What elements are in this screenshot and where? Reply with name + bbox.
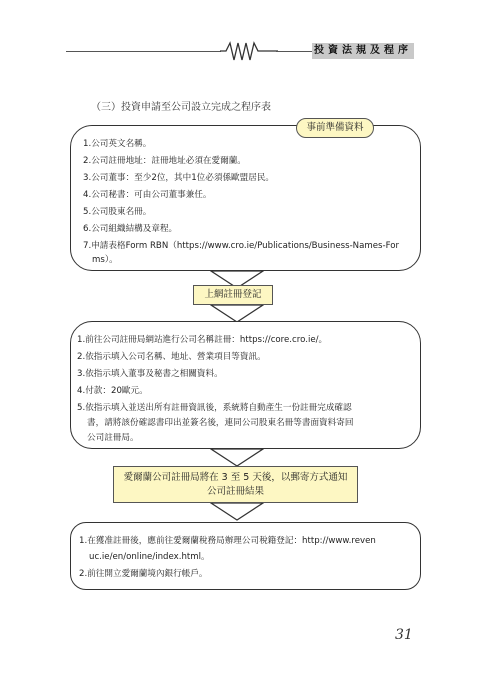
list-item: 3.依指示填入董事及秘書之相關資料。 [77, 369, 223, 379]
list-item: 1.公司英文名稱。 [83, 139, 152, 149]
step1-label: 事前準備資料 [296, 118, 374, 138]
list-item: 4.付款：20歐元。 [77, 386, 148, 396]
list-item: 2.依指示填入公司名稱、地址、營業項目等資訊。 [77, 352, 266, 362]
list-item: ms）。 [92, 255, 118, 265]
list-item: 公司註冊局。 [87, 433, 139, 443]
down-arrow-icon [210, 503, 264, 521]
list-item: 6.公司組織結構及章程。 [83, 224, 178, 234]
list-item: 7.申請表格Form RBN（https://www.cro.ie/Publications/Business-Names-For [83, 241, 400, 251]
list-item: 4.公司秘書：可由公司董事兼任。 [83, 190, 212, 200]
heartbeat-line-icon [220, 40, 278, 64]
list-item: uc.ie/en/online/index.html。 [89, 552, 210, 562]
list-item: 1.前往公司註冊局網站進行公司名稱註冊：https://core.cro.ie/。 [77, 335, 328, 345]
down-arrow-icon [210, 449, 264, 467]
step2-label: 上網註冊登記 [193, 285, 273, 305]
header-rule-right [276, 51, 312, 52]
list-item: 書，請將該份確認書印出並簽名後，連同公司股東名冊等書面資料寄回 [87, 418, 354, 428]
list-item: 3.公司董事：至少2位，其中1位必須係歐盟居民。 [83, 173, 275, 183]
step3-label [113, 466, 358, 503]
list-item: 2.公司註冊地址：註冊地址必須在愛爾蘭。 [83, 156, 246, 166]
list-item: 5.公司股東名冊。 [83, 207, 152, 217]
page-number: 31 [395, 627, 413, 643]
step3-label-line2: 公司註冊結果 [206, 486, 264, 497]
list-item: 1.在獲准註冊後，應前往愛爾蘭稅務局辦理公司稅籍登記：http://www.reven [79, 536, 376, 546]
header-rule-left [66, 51, 221, 52]
list-item: 2.前往開立愛爾蘭境內銀行帳戶。 [79, 569, 208, 579]
step3-label-line1: 愛爾蘭公司註冊局將在 3 至 5 天後，以郵寄方式通知 [123, 472, 348, 483]
header-title: 投資法規及程序 [312, 43, 414, 59]
section-title: （三）投資申請至公司設立完成之程序表 [91, 102, 271, 113]
list-item: 5.依指示填入並送出所有註冊資訊後，系統將自動產生一份註冊完成確認 [77, 403, 352, 413]
